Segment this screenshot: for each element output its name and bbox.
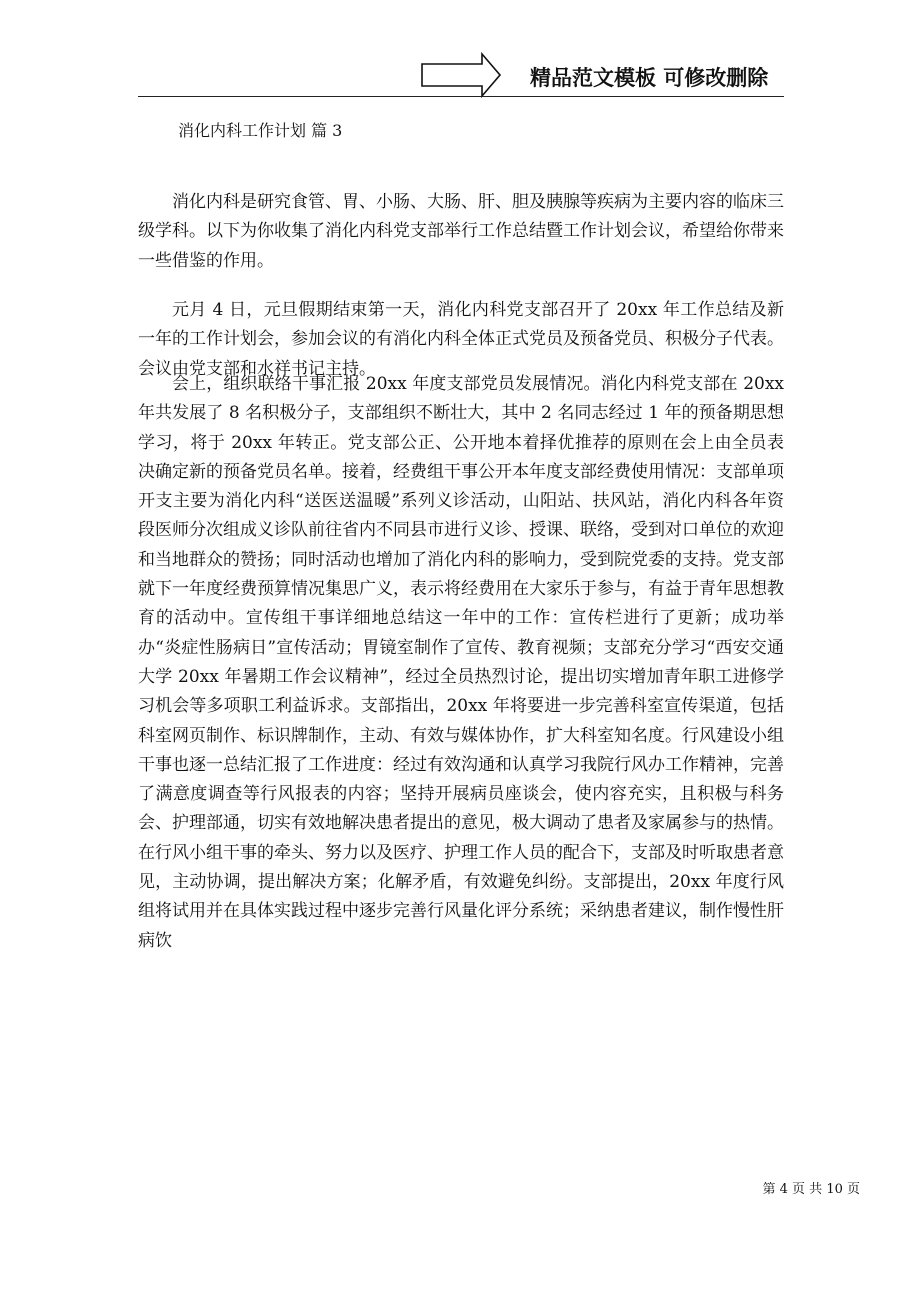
- page-number: 第 4 页 共 10 页: [762, 1182, 860, 1197]
- paragraph-intro: 消化内科是研究食管、胃、小肠、大肠、肝、胆及胰腺等疾病为主要内容的临床三级学科。以下为你收集了消化内科党支部举行工作总结暨工作计划会议，希望给你带来一些借鉴的作用。: [138, 192, 784, 271]
- paragraph-report: 会上，组织联络干事汇报 20xx 年度支部党员发展情况。消化内科党支部在 20xx 年共发展了 8 名积极分子，支部组织不断壮大，其中 2 名同志经过 1 年的预备期思想学习，将于 20xx 年转正。党支部公正、公开地本着择优推荐的原则在会上由全员表决确定新的预备党员名单。接着，经费组干事公开本年度支部经费使用情况：支部单项开支主要为消化内科“送医送温暖”系列义诊活动，山阳站、扶风站，消化内科各年资段医师分次组成义诊队前往省内不同县市进行义诊、授课、联络，受到对口单位的欢迎和当地群众的赞扬；同时活动也增加了消化内科的影响力，受到院党委的支持。党支部就下一年度经费预算情况集思广义，表示将经费用在大家乐于参与，有益于青年思想教育的活动中。宣传组干事详细地总结这一年中的工作：宣传栏进行了更新；成功举办“炎症性肠病日”宣传活动；胃镜室制作了宣传、教育视频；支部充分学习“西安交通大学 20xx 年暑期工作会议精神”，经过全员热烈讨论，提出切实增加青年职工进修学习机会等多项职工利益诉求。支部指出，20xx 年将要进一步完善科室宣传渠道，包括科室网页制作、标识牌制作，主动、有效与媒体协作，扩大科室知名度。行风建设小组干事也逐一总结汇报了工作进度：经过有效沟通和认真学习我院行风办工作精神，完善了满意度调查等行风报表的内容；坚持开展病员座谈会，使内容充实，且积极与科务会、护理部通，切实有效地解决患者提出的意见，极大调动了患者及家属参与的热情。在行风小组干事的牵头、努力以及医疗、护理工作人员的配合下，支部及时听取患者意见，主动协调，提出解决方案；化解矛盾，有效避免纠纷。支部提出，20xx 年度行风组将试用并在具体实践过程中逐步完善行风量化评分系统；采纳患者建议，制作慢性肝病饮: [138, 374, 784, 951]
- header-title: 精品范文模板 可修改删除: [530, 66, 769, 90]
- header-divider: [138, 96, 784, 97]
- paragraph-meeting: 元月 4 日，元旦假期结束第一天，消化内科党支部召开了 20xx 年工作总结及新一年的工作计划会，参加会议的有消化内科全体正式党员及预备党员、积极分子代表。会议由党支部和水祥书记主持。: [138, 300, 784, 379]
- right-arrow-icon: [420, 52, 502, 98]
- document-title: 消化内科工作计划 篇 3: [178, 121, 343, 140]
